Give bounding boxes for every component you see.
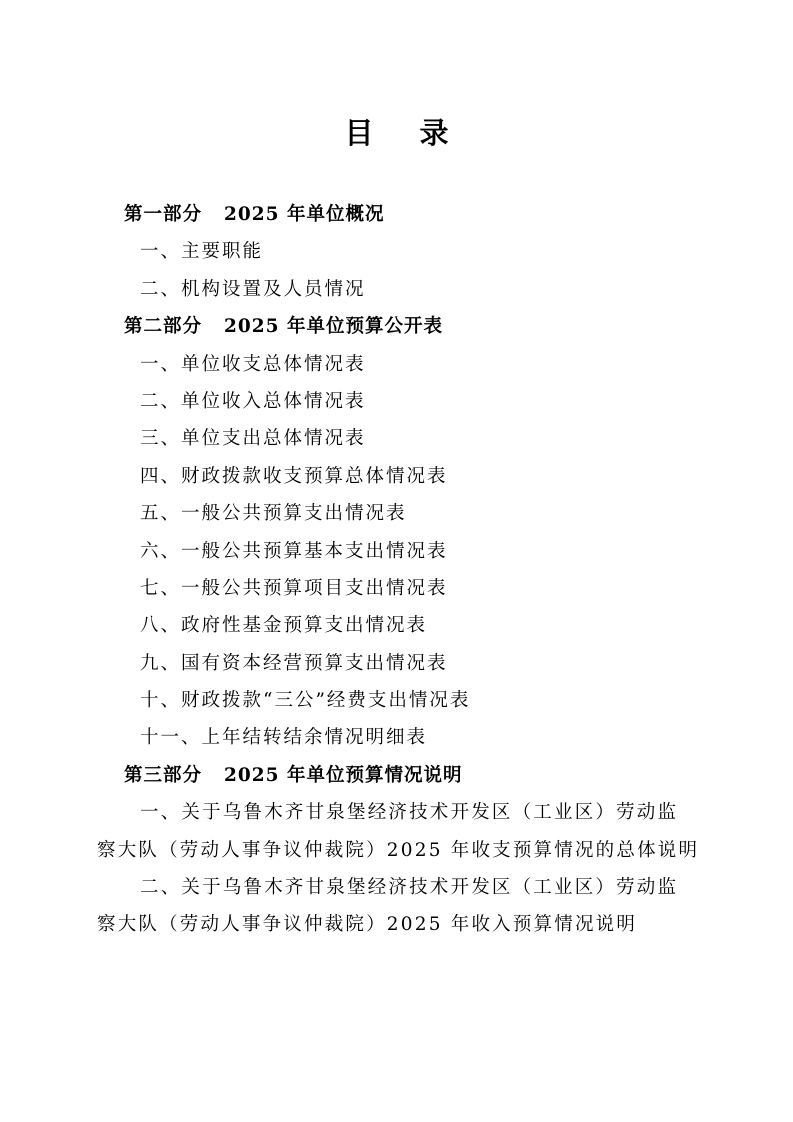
toc-part-heading[interactable] [0,757,793,794]
toc-part-heading[interactable] [0,196,793,233]
part-title: 2025 年单位预算情况说明 [224,764,463,786]
toc-item[interactable]: 一、单位收支总体情况表 [140,353,366,375]
part-label: 第二部分 [124,316,203,338]
toc-item-line[interactable]: 二、关于乌鲁木齐甘泉堡经济技术开发区（工业区）劳动监 [140,877,679,899]
part-label: 第一部分 [124,204,203,225]
toc-item[interactable]: 二、机构设置及人员情况 [140,278,366,300]
table-of-contents [0,196,793,944]
toc-item[interactable]: 五、一般公共预算支出情况表 [140,503,407,525]
toc-item[interactable]: 七、一般公共预算项目支出情况表 [140,577,448,599]
toc-item-line[interactable]: 察大队（劳动人事争议仲裁院）2025 年收入预算情况说明 [97,914,638,936]
toc-item-line[interactable]: 察大队（劳动人事争议仲裁院）2025 年收支预算情况的总体说明 [97,839,700,861]
toc-item[interactable]: 二、单位收入总体情况表 [140,390,366,412]
toc-item-line[interactable]: 一、关于乌鲁木齐甘泉堡经济技术开发区（工业区）劳动监 [140,802,679,824]
toc-item[interactable]: 六、一般公共预算基本支出情况表 [140,540,448,562]
toc-item[interactable]: 一、主要职能 [140,241,264,263]
toc-part-heading[interactable] [0,308,793,345]
toc-item[interactable]: 十、财政拨款“三公”经费支出情况表 [140,690,471,712]
part-label: 第三部分 [124,764,203,786]
toc-item[interactable]: 八、政府性基金预算支出情况表 [140,615,428,637]
part-title: 2025 年单位概况 [224,204,385,225]
toc-item[interactable]: 三、单位支出总体情况表 [140,428,366,450]
toc-item[interactable]: 十一、上年结转结余情况明细表 [140,727,428,749]
part-title: 2025 年单位预算公开表 [224,316,443,338]
page-title: 目 录 [344,116,467,150]
toc-item[interactable]: 九、国有资本经营预算支出情况表 [140,652,448,674]
toc-item[interactable]: 四、财政拨款收支预算总体情况表 [140,465,448,487]
